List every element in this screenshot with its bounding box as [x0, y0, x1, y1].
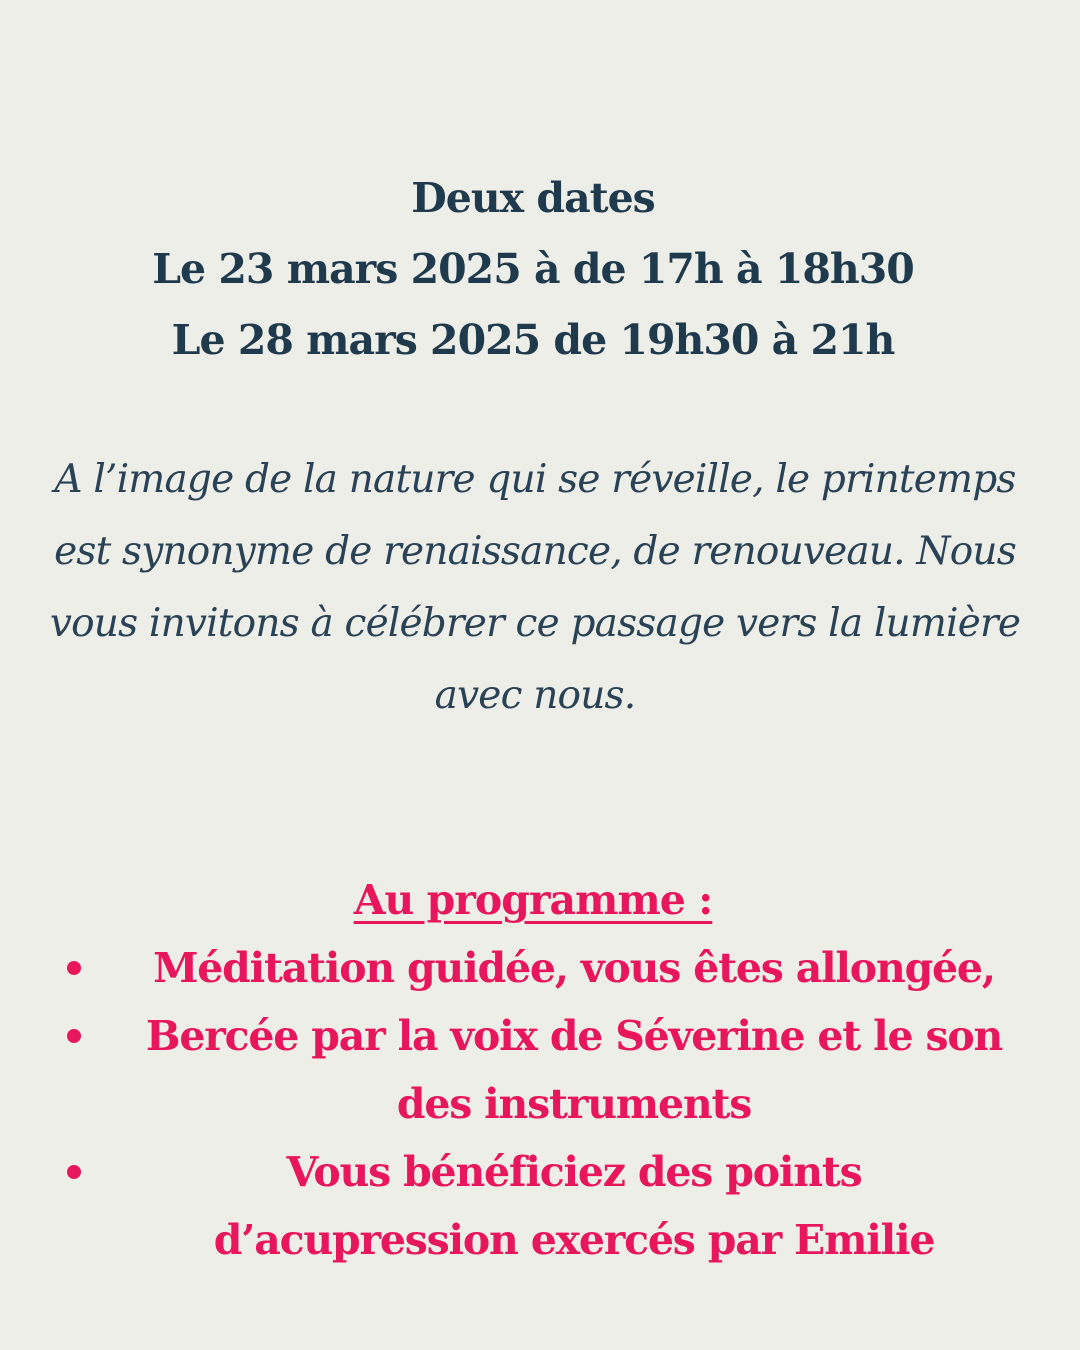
date-line-1: Le 23 mars 2025 à de 17h à 18h30: [152, 245, 914, 293]
program-item: [0, 1002, 1080, 1138]
bullet-icon: [67, 1165, 81, 1179]
dates-block: [0, 163, 1066, 376]
program-item: [0, 934, 1080, 1002]
program-title: [0, 866, 1066, 934]
dates-heading: Deux dates: [411, 174, 655, 222]
bullet-icon: [67, 1029, 81, 1043]
program-section: [0, 866, 1080, 1274]
program-title-text: Au programme :: [353, 876, 713, 924]
program-item-label: Bercée par la voix de Séverine et le son des instruments: [145, 1012, 1003, 1128]
program-list: [0, 934, 1080, 1274]
program-item-label: Vous bénéficiez des points d’acupression exercés par Emilie: [213, 1148, 935, 1264]
intro-paragraph: A l’image de la nature qui se réveille, le printemps est synonyme de renaissance, de renouveau. Nous vous invitons à célébrer ce passage vers la lumière avec nous.: [49, 457, 1021, 718]
date-line-2: Le 28 mars 2025 de 19h30 à 21h: [171, 316, 895, 364]
bullet-icon: [67, 961, 81, 975]
program-item-label: Méditation guidée, vous êtes allongée,: [153, 944, 995, 992]
program-item: [0, 1138, 1080, 1274]
